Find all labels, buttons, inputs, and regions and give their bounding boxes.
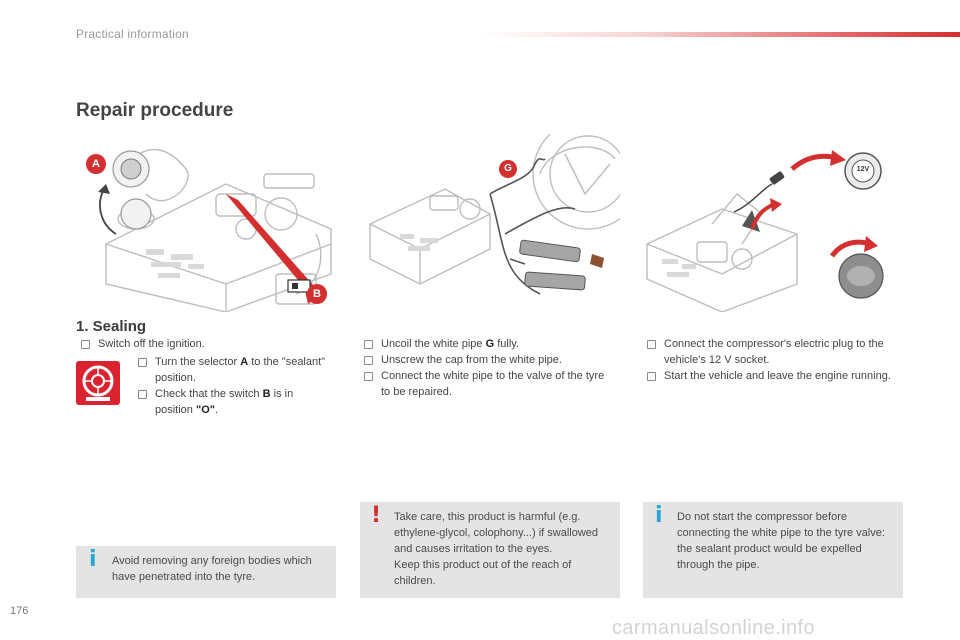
bullet-check-switch: Check that the switch B is in position "O". [137,386,332,418]
illustration-selector-switch [76,134,336,312]
label-g-badge: G [499,160,517,178]
header-gradient-bar [478,32,960,37]
info-note-compressor: i Do not start the compressor before connecting the white pipe to the tyre valve: the sealant product would be expelled through the pipe. [643,502,903,598]
bullet-start-vehicle: Start the vehicle and leave the engine running. [646,368,902,384]
page-title: Repair procedure [76,100,234,121]
bullet-uncoil-pipe: Uncoil the white pipe G fully. [363,336,615,352]
label-b-badge: B [307,284,327,304]
compressor-drawing [76,134,336,312]
watermark: carmanualsonline.info [612,617,815,639]
info-note-foreign-bodies: i Avoid removing any foreign bodies which have penetrated into the tyre. [76,546,336,598]
bullet-turn-selector: Turn the selector A to the "sealant" position. [137,354,332,386]
warning-icon: ! [371,503,382,528]
illustration-electric-plug [642,134,904,312]
bullet-unscrew-cap: Unscrew the cap from the white pipe. [363,352,615,368]
page-number: 176 [10,605,29,617]
pipe-drawing [360,134,620,312]
label-a-badge: A [86,154,106,174]
bullet-switch-off: Switch off the ignition. [80,336,330,352]
info-icon: i [89,547,97,572]
column3-list [646,336,902,384]
illustration-white-pipe [360,134,620,312]
plug-drawing [642,134,904,312]
column2-list [363,336,615,400]
bullet-connect-plug: Connect the compressor's electric plug to the vehicle's 12 V socket. [646,336,902,368]
step-title: 1. Sealing [76,318,147,335]
info-icon: i [655,503,663,528]
warning-note-harmful: ! Take care, this product is harmful (e.g. ethylene-glycol, colophony...) if swallowed and causes irritation to the eyes. Keep this product out of the reach of children. [360,502,620,598]
header-section-label: Practical information [76,27,189,41]
selector-icon [76,361,120,405]
bullet-connect-pipe: Connect the white pipe to the valve of the tyre to be repaired. [363,368,615,400]
tyre-sealant-icon [76,361,120,405]
socket-12v-label: 12V [856,166,870,173]
column1-sub-list [137,354,332,418]
column1-intro-list [80,336,330,352]
